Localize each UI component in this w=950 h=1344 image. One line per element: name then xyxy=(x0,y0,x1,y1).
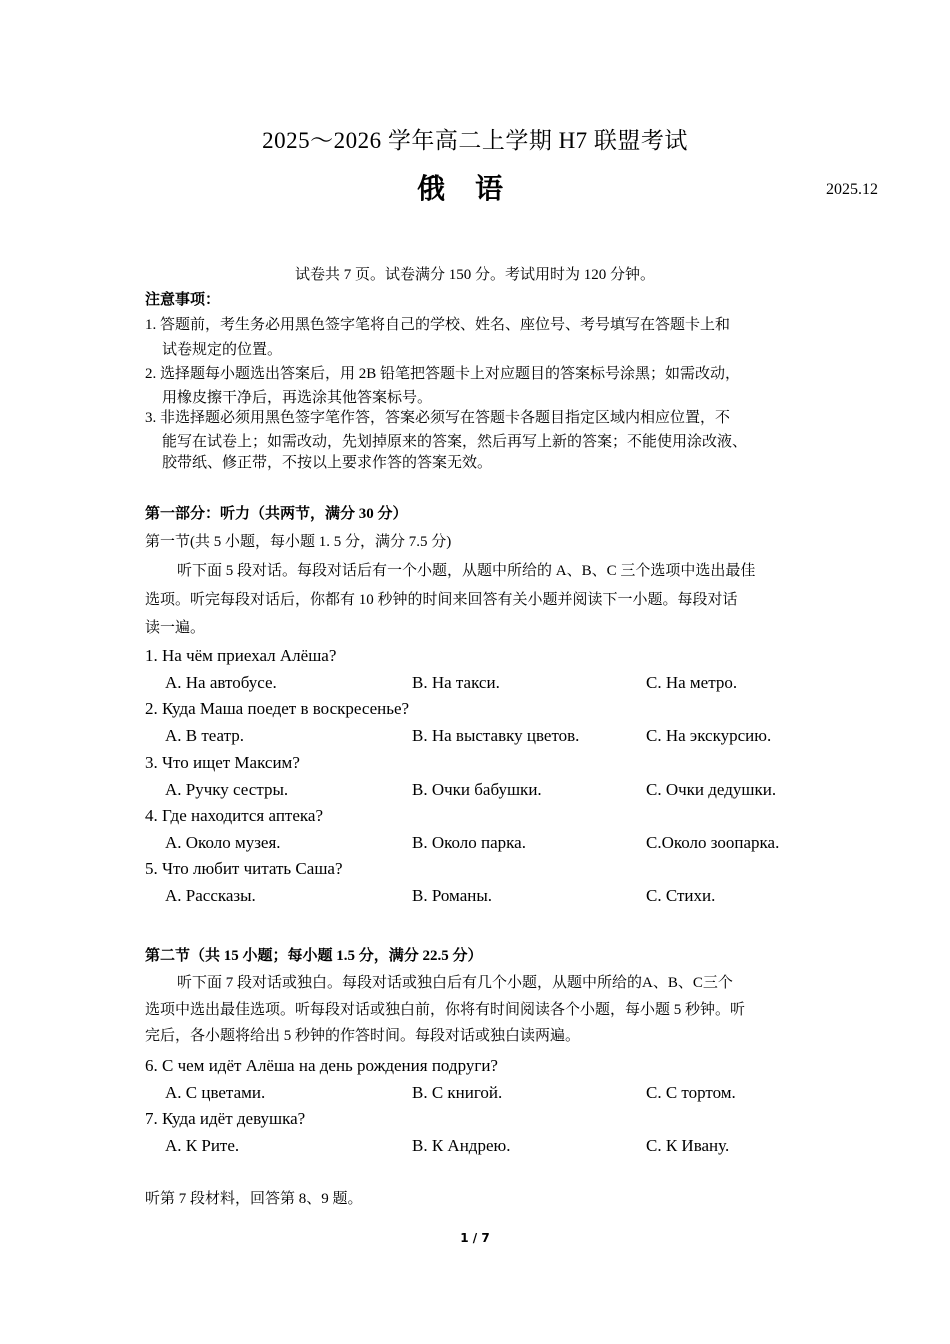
exam-date: 2025.12 xyxy=(826,181,878,198)
answer-option-a: A. С цветами. xyxy=(165,1083,266,1102)
section2-note: 听第 7 段材料，回答第 8、9 题。 xyxy=(145,1191,363,1207)
answer-option-c: C. К Ивану. xyxy=(646,1136,730,1156)
answer-option-b: B. На такси. xyxy=(412,673,500,692)
answer-option-a: A. К Рите. xyxy=(165,1136,240,1156)
answer-option-a: A. В театр. xyxy=(165,726,245,746)
notice-heading: 注意事项： xyxy=(145,292,221,308)
question-text: 7. Куда идёт девушка? xyxy=(145,1109,306,1129)
section2-instructions: 听下面 7 段对话或独白。每段对话或独白后有几个小题，从题中所给的A、B、C三个 xyxy=(177,975,733,991)
section1-instructions: 读一遍。 xyxy=(145,620,206,636)
answer-option-c: C. На метро. xyxy=(646,673,738,692)
section1-instructions: 听下面 5 段对话。每段对话后有一个小题，从题中所给的 A、B、C 三个选项中选出最佳 xyxy=(177,563,756,579)
section2-instructions: 完后，各小题将给出 5 秒钟的作答时间。每段对话或独白读两遍。 xyxy=(145,1028,581,1044)
answer-option-c: C.Около зоопарка. xyxy=(646,832,780,852)
answer-option-c: C. На экскурсию. xyxy=(646,726,772,746)
answer-option-b: B. Романы. xyxy=(412,886,493,906)
section1-heading: 第一节(共 5 小题，每小题 1. 5 分，满分 7.5 分) xyxy=(145,534,452,550)
answer-option-b: B. С книгой. xyxy=(412,1083,503,1102)
question-text: 2. Куда Маша поедет в воскресенье? xyxy=(145,699,410,719)
question-text: 5. Что любит читать Саша? xyxy=(145,859,343,879)
notice-line: 3. 非选择题必须用黑色签字笔作答，答案必须写在答题卡各题目指定区域内相应位置，不 xyxy=(145,410,731,426)
answer-option-a: A. Около музея. xyxy=(165,832,281,852)
notice-line: 用橡皮擦干净后，再选涂其他答案标号。 xyxy=(162,390,433,406)
section2-instructions: 选项中选出最佳选项。听每段对话或独白前，你将有时间阅读各个小题，每小题 5 秒钟。听 xyxy=(145,1002,746,1018)
page-number: 1 / 7 xyxy=(460,1231,490,1245)
answer-option-a: A. Рассказы. xyxy=(165,886,256,906)
answer-option-c: C. Стихи. xyxy=(646,886,716,906)
notice-line: 胶带纸、修正带，不按以上要求作答的答案无效。 xyxy=(162,455,493,471)
answer-option-c: C. С тортом. xyxy=(646,1083,736,1102)
question-text: 3. Что ищет Максим? xyxy=(145,752,300,772)
notice-line: 能写在试卷上；如需改动，先划掉原来的答案，然后再写上新的答案；不能使用涂改液、 xyxy=(162,434,748,450)
answer-option-b: B. Очки бабушки. xyxy=(412,779,542,799)
answer-option-b: B. На выставку цветов. xyxy=(412,726,580,746)
answer-option-c: C. Очки дедушки. xyxy=(646,779,777,799)
notice-line: 试卷规定的位置。 xyxy=(162,342,283,358)
notice-line: 2. 选择题每小题选出答案后，用 2B 铅笔把答题卡上对应题目的答案标号涂黑；如需改动， xyxy=(145,366,741,382)
answer-option-b: B. Около парка. xyxy=(412,832,526,852)
question-text: 1. На чём приехал Алёша? xyxy=(145,646,337,665)
question-text: 6. С чем идёт Алёша на день рождения подруги? xyxy=(145,1056,498,1075)
exam-title: 2025～2026 学年高二上学期 H7 联盟考试 xyxy=(262,128,688,153)
subject-title: 俄语 xyxy=(416,174,533,205)
question-text: 4. Где находится аптека? xyxy=(145,805,323,825)
section1-instructions: 选项。听完每段对话后，你都有 10 秒钟的时间来回答有关小题并阅读下一小题。每段对话 xyxy=(145,592,738,608)
exam-intro: 试卷共 7 页。试卷满分 150 分。考试用时为 120 分钟。 xyxy=(294,267,655,283)
part1-heading: 第一部分：听力（共两节，满分 30 分） xyxy=(145,506,408,522)
answer-option-a: A. На автобусе. xyxy=(165,673,277,692)
notice-line: 1. 答题前，考生务必用黑色签字笔将自己的学校、姓名、座位号、考号填写在答题卡上和 xyxy=(145,317,731,333)
section2-heading: 第二节（共 15 小题；每小题 1.5 分，满分 22.5 分） xyxy=(145,948,483,964)
answer-option-b: B. К Андрею. xyxy=(412,1136,511,1156)
answer-option-a: A. Ручку сестры. xyxy=(165,779,289,799)
